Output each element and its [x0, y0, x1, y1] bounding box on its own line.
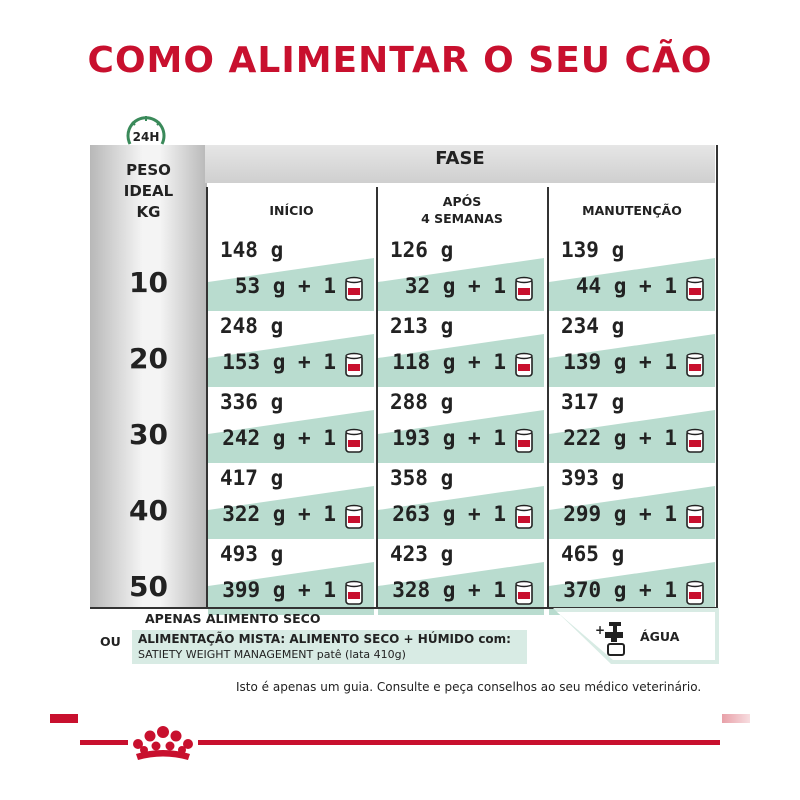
peso-label-line2: IDEAL [123, 182, 174, 200]
dry-amount: 288 g [390, 390, 454, 414]
dry-amount: 234 g [561, 314, 625, 338]
wet-food-can-icon [514, 428, 534, 454]
legend-or: OU [100, 634, 121, 649]
feeding-cell [549, 312, 715, 387]
footer-stripe-right [722, 714, 750, 723]
grid-line [716, 145, 718, 608]
feeding-cell [378, 312, 544, 387]
mixed-amount: 370 g + 1 [563, 578, 677, 602]
weight-value: 20 [129, 342, 168, 375]
wet-food-can-icon [685, 580, 705, 606]
col-header-line1: INÍCIO [269, 202, 314, 218]
feeding-cell [208, 236, 374, 311]
dry-amount: 417 g [220, 466, 284, 490]
mixed-amount: 242 g + 1 [222, 426, 336, 450]
clock-label: 24H [132, 130, 160, 144]
feeding-cell [208, 540, 374, 615]
wet-food-can-icon [344, 580, 364, 606]
mixed-amount: 118 g + 1 [392, 350, 506, 374]
grid-line [547, 187, 549, 607]
mixed-amount: 193 g + 1 [392, 426, 506, 450]
wet-food-can-icon [514, 580, 534, 606]
dry-amount: 493 g [220, 542, 284, 566]
water-label: ÁGUA [640, 629, 680, 644]
mixed-amount: 139 g + 1 [563, 350, 677, 374]
footer-stripe-left [50, 714, 78, 723]
peso-ideal-label [90, 160, 207, 223]
wet-food-can-icon [685, 504, 705, 530]
feeding-cell [549, 464, 715, 539]
fase-label: FASE [435, 148, 485, 169]
feeding-cell [378, 388, 544, 463]
legend-dry-only: APENAS ALIMENTO SECO [145, 611, 321, 626]
peso-label-line1: PESO [126, 161, 171, 179]
wet-food-can-icon [344, 504, 364, 530]
wet-food-can-icon [514, 504, 534, 530]
weight-value: 30 [129, 418, 168, 451]
feeding-cell [208, 464, 374, 539]
mixed-amount: 153 g + 1 [222, 350, 336, 374]
wet-food-can-icon [514, 352, 534, 378]
mixed-amount: 328 g + 1 [392, 578, 506, 602]
dry-amount: 148 g [220, 238, 284, 262]
mixed-amount: 32 g + 1 [404, 274, 506, 298]
dry-amount: 248 g [220, 314, 284, 338]
col-header-line1: APÓS [442, 194, 482, 209]
col-header-line2: 4 SEMANAS [421, 211, 503, 226]
wet-food-can-icon [344, 428, 364, 454]
mixed-amount: 53 g + 1 [234, 274, 336, 298]
dry-amount: 423 g [390, 542, 454, 566]
col-header-manutencao [549, 187, 715, 233]
dry-amount: 126 g [390, 238, 454, 262]
mixed-amount: 399 g + 1 [222, 578, 336, 602]
vet-advice-note: Isto é apenas um guia. Consulte e peça conselhos ao seu médico veterinário. [236, 680, 702, 694]
mixed-amount: 44 g + 1 [575, 274, 677, 298]
water-tap-icon [595, 620, 629, 656]
feeding-cell [549, 236, 715, 311]
dry-amount: 358 g [390, 466, 454, 490]
wet-food-can-icon [685, 352, 705, 378]
feeding-cell [549, 540, 715, 615]
grid-line [206, 187, 208, 607]
weight-value: 10 [129, 266, 168, 299]
col-header-inicio [208, 187, 375, 233]
mixed-amount: 263 g + 1 [392, 502, 506, 526]
royal-canin-crown-icon [128, 716, 198, 762]
weight-value: 50 [129, 570, 168, 603]
col-header-apos [378, 187, 546, 233]
dry-amount: 139 g [561, 238, 625, 262]
dry-amount: 393 g [561, 466, 625, 490]
dry-amount: 465 g [561, 542, 625, 566]
dry-amount: 317 g [561, 390, 625, 414]
dry-amount: 213 g [390, 314, 454, 338]
feeding-cell [378, 464, 544, 539]
feeding-cell [208, 312, 374, 387]
wet-food-can-icon [514, 276, 534, 302]
wet-food-can-icon [685, 428, 705, 454]
water-legend-box [553, 608, 719, 664]
grid-line [376, 187, 378, 607]
peso-label-line3: KG [136, 203, 161, 221]
svg-text:+: + [595, 623, 606, 637]
mixed-amount: 322 g + 1 [222, 502, 336, 526]
legend-mixed-line2: SATIETY WEIGHT MANAGEMENT patê (lata 410g) [138, 648, 406, 661]
mixed-amount: 222 g + 1 [563, 426, 677, 450]
feeding-cell [549, 388, 715, 463]
wet-food-can-icon [685, 276, 705, 302]
legend-mixed-line1: ALIMENTAÇÃO MISTA: ALIMENTO SECO + HÚMIDO com: [138, 632, 511, 646]
mixed-amount: 299 g + 1 [563, 502, 677, 526]
wet-food-can-icon [344, 276, 364, 302]
col-header-line1: MANUTENÇÃO [582, 202, 682, 218]
feeding-cell [208, 388, 374, 463]
dry-amount: 336 g [220, 390, 284, 414]
wet-food-can-icon [344, 352, 364, 378]
feeding-cell [378, 540, 544, 615]
weight-value: 40 [129, 494, 168, 527]
feeding-cell [378, 236, 544, 311]
page-title: COMO ALIMENTAR O SEU CÃO [87, 40, 713, 81]
